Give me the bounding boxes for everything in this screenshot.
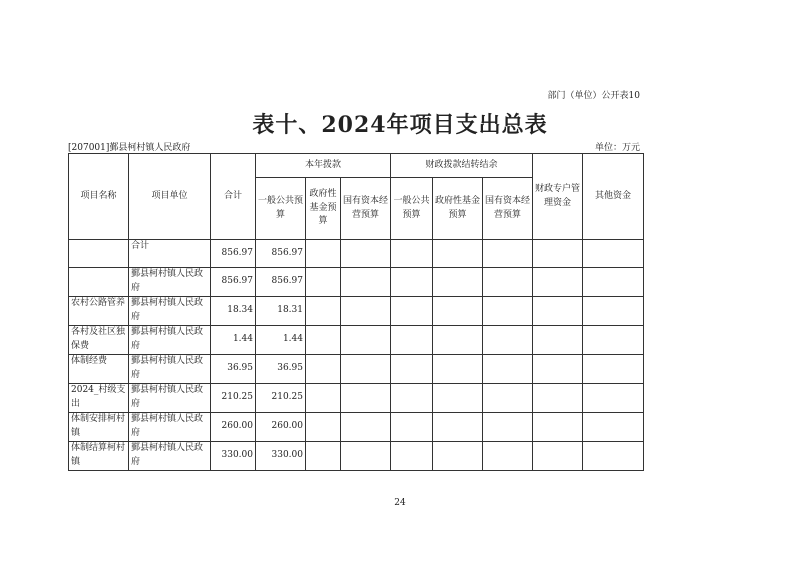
cell-project-unit: 鄞县柯村镇人民政府 [129,355,211,384]
col-general-public: 一般公共预算 [256,178,306,240]
col-gov-fund: 政府性基金预算 [306,178,341,240]
cell-general: 856.97 [256,240,306,268]
cell-project-unit: 鄞县柯村镇人民政府 [129,268,211,297]
cell-project-name: 体制安排柯村镇 [69,413,129,442]
cell-general: 856.97 [256,268,306,297]
cell-total: 1.44 [211,326,256,355]
col-carry-gov-fund: 政府性基金预算 [433,178,483,240]
cell-project-unit: 鄞县柯村镇人民政府 [129,326,211,355]
page-number: 24 [394,498,406,508]
cell-project-name [69,240,129,268]
cell-project-unit: 鄞县柯村镇人民政府 [129,442,211,471]
cell-project-unit: 鄞县柯村镇人民政府 [129,384,211,413]
col-carry-general: 一般公共预算 [391,178,433,240]
cell-project-name: 各村及社区独保费 [69,326,129,355]
table-row [69,413,644,442]
cell-total: 330.00 [211,442,256,471]
cell-total: 210.25 [211,384,256,413]
table-row [69,326,644,355]
col-carry-state-capital: 国有资本经营预算 [483,178,533,240]
cell-project-name: 体制经费 [69,355,129,384]
cell-general: 36.95 [256,355,306,384]
cell-general: 210.25 [256,384,306,413]
page-title: 表十、2024年项目支出总表 [252,112,548,138]
table-row [69,240,644,268]
col-other-fund: 其他资金 [583,154,644,240]
cell-project-name: 2024_村级支出 [69,384,129,413]
project-expenditure-table [68,153,644,471]
cell-general: 330.00 [256,442,306,471]
col-state-capital: 国有资本经营预算 [341,178,391,240]
table-row [69,268,644,297]
table-row [69,442,644,471]
cell-project-unit: 鄞县柯村镇人民政府 [129,413,211,442]
cell-total: 856.97 [211,268,256,297]
table-row [69,384,644,413]
unit-label: 单位：万元 [594,143,640,153]
cell-project-name [69,268,129,297]
col-carryover: 财政拨款结转结余 [391,154,533,178]
col-special-fund: 财政专户管理资金 [533,154,583,240]
cell-total: 856.97 [211,240,256,268]
table-row [69,297,644,326]
cell-general: 18.31 [256,297,306,326]
col-total: 合计 [211,154,256,240]
cell-project-name: 体制结算柯村镇 [69,442,129,471]
cell-total: 18.34 [211,297,256,326]
cell-project-unit: 合计 [129,240,211,268]
table-row [69,355,644,384]
table-code: 部门（单位）公开表10 [547,91,640,101]
cell-total: 260.00 [211,413,256,442]
col-current-year: 本年拨款 [256,154,391,178]
col-project-unit: 项目单位 [129,154,211,240]
cell-project-unit: 鄞县柯村镇人民政府 [129,297,211,326]
cell-total: 36.95 [211,355,256,384]
cell-project-name: 农村公路管养 [69,297,129,326]
organization-label: [207001]鄞县柯村镇人民政府 [68,143,191,153]
col-project-name: 项目名称 [69,154,129,240]
cell-general: 1.44 [256,326,306,355]
cell-general: 260.00 [256,413,306,442]
